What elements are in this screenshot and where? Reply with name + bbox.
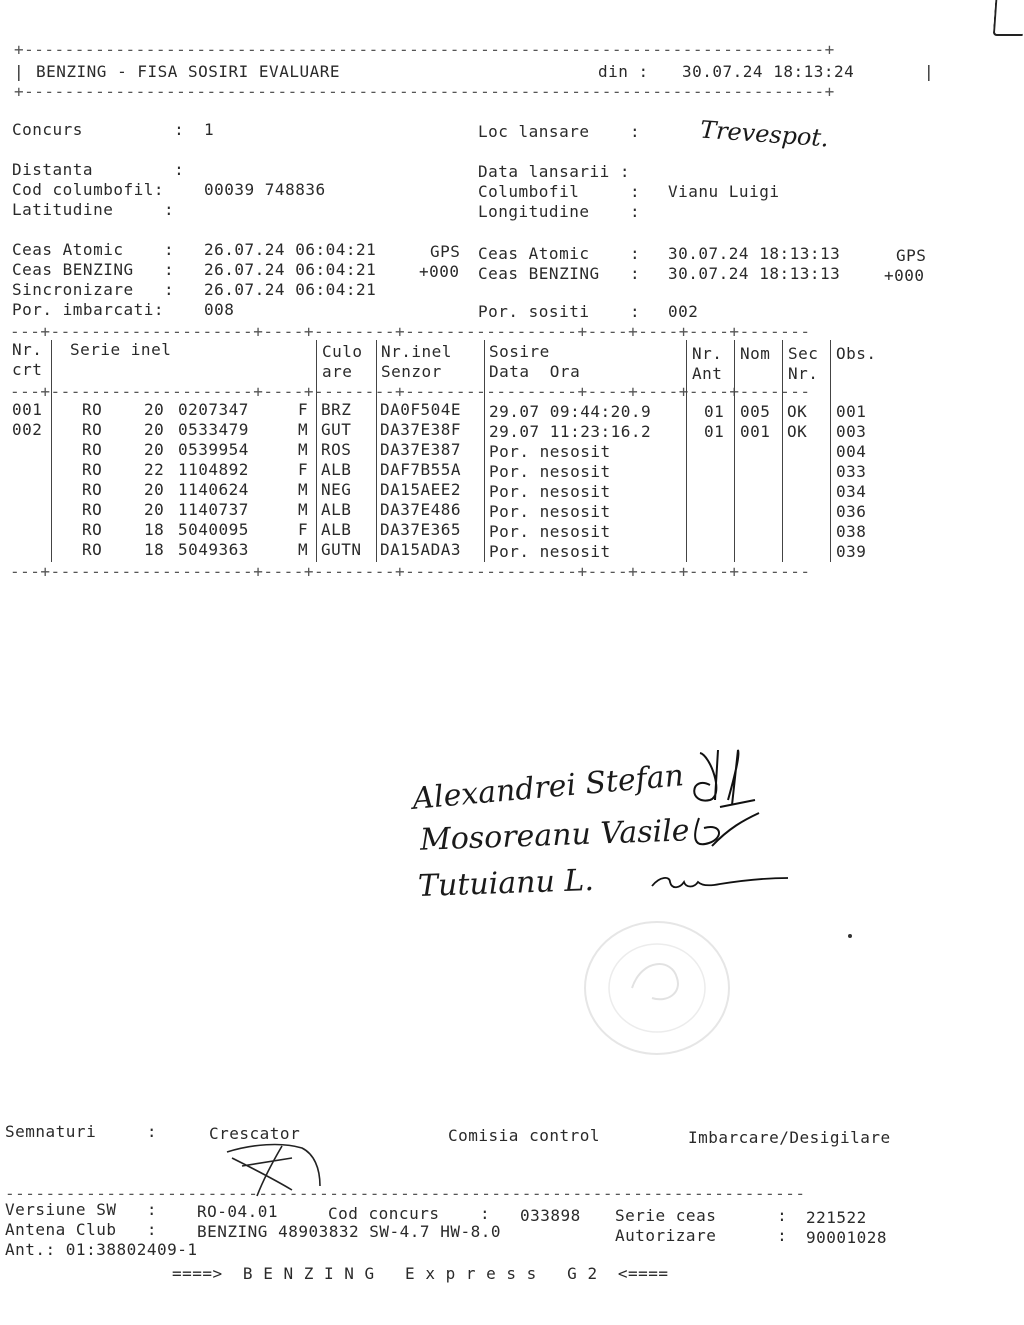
footer-separator: ------------------------------------------------------------------------------- bbox=[5, 1184, 806, 1203]
cell-an: 20 bbox=[144, 420, 165, 439]
antena-id: Ant.: 01:38802409-1 bbox=[5, 1240, 198, 1259]
header-nr: Nr. bbox=[12, 340, 43, 359]
cell-obs: 036 bbox=[836, 502, 867, 521]
porumbei-imbarcati-label: Por. imbarcati: bbox=[12, 300, 164, 319]
cell-obs: 004 bbox=[836, 442, 867, 461]
cell-culoare: GUT bbox=[321, 420, 352, 439]
semnatura-comisia-label: Comisia control bbox=[448, 1126, 600, 1145]
header-sec-2: Nr. bbox=[788, 364, 819, 383]
ceas-atomic-start-label: Ceas Atomic : bbox=[12, 240, 175, 259]
ceas-atomic-end-label: Ceas Atomic : bbox=[478, 244, 641, 263]
cell-obs: 003 bbox=[836, 422, 867, 441]
cod-concurs-value: 033898 bbox=[520, 1206, 581, 1225]
header-culoare-2: are bbox=[322, 362, 353, 381]
cell-culoare: ALB bbox=[321, 500, 352, 519]
cell-tara: RO bbox=[82, 480, 103, 499]
cell-culoare: GUTN bbox=[321, 540, 362, 559]
ceas-benzing-start-label: Ceas BENZING : bbox=[12, 260, 175, 279]
cell-sec: OK bbox=[787, 422, 808, 441]
cell-tara: RO bbox=[82, 520, 103, 539]
loc-lansare-handwritten: Trevespot. bbox=[699, 115, 830, 153]
header-obs: Obs. bbox=[836, 344, 877, 363]
col-rule-7 bbox=[782, 340, 783, 562]
header-border-top: +-------------------------------------------------------------------------------+ bbox=[14, 40, 835, 59]
autorizare-value: 90001028 bbox=[806, 1228, 888, 1247]
cell-an: 20 bbox=[144, 440, 165, 459]
cell-sex: M bbox=[298, 420, 309, 439]
header-nom: Nom bbox=[740, 344, 771, 363]
cell-sex: F bbox=[298, 460, 309, 479]
col-rule-4 bbox=[484, 340, 485, 562]
cell-tara: RO bbox=[82, 420, 103, 439]
cell-senzor: DA15AEE2 bbox=[380, 480, 462, 499]
cell-numar-inel: 0207347 bbox=[178, 400, 249, 419]
serie-ceas-value: 221522 bbox=[806, 1208, 867, 1227]
cell-antena: 01 bbox=[704, 422, 725, 441]
semnatura-imbarcare-label: Imbarcare/Desigilare bbox=[688, 1128, 891, 1147]
signature-scribble-2 bbox=[684, 808, 774, 858]
table-border-bottom: ---+--------------------+----+--------+-----------------+----+----+----+------- bbox=[10, 562, 811, 581]
cell-culoare: ROS bbox=[321, 440, 352, 459]
header-ant-2: Ant bbox=[692, 364, 723, 383]
cell-numar-inel: 0539954 bbox=[178, 440, 249, 459]
autorizare-label: Autorizare : bbox=[615, 1226, 788, 1245]
cell-culoare: NEG bbox=[321, 480, 352, 499]
cell-numar-inel: 1140737 bbox=[178, 500, 249, 519]
col-rule-1 bbox=[51, 340, 52, 562]
handwritten-name-1: Alexandrei Stefan bbox=[410, 758, 686, 817]
cell-nom: 005 bbox=[740, 402, 771, 421]
loc-lansare-label: Loc lansare : bbox=[478, 122, 641, 141]
header-data-ora: Data Ora bbox=[489, 362, 581, 381]
cell-sosire: Por. nesosit bbox=[489, 482, 611, 501]
ceas-atomic-start-suffix: GPS bbox=[430, 242, 461, 261]
cell-numar-inel: 1104892 bbox=[178, 460, 249, 479]
table-border-header: ---+--------------------+----+--------+-----------------+----+----+----+------- bbox=[10, 382, 811, 401]
cell-sex: F bbox=[298, 520, 309, 539]
concurs-label: Concurs : bbox=[12, 120, 185, 139]
col-rule-6 bbox=[734, 340, 735, 562]
ceas-benzing-end-suffix: +000 bbox=[884, 266, 925, 285]
cell-sosire: Por. nesosit bbox=[489, 442, 611, 461]
scan-corner bbox=[993, 0, 1024, 36]
ceas-benzing-end-label: Ceas BENZING : bbox=[478, 264, 641, 283]
cell-nr: 001 bbox=[12, 400, 43, 419]
semnatura-crescator-label: Crescator bbox=[209, 1124, 301, 1143]
distanta-label: Distanta : bbox=[12, 160, 185, 179]
ceas-atomic-start-value: 26.07.24 06:04:21 bbox=[204, 240, 377, 259]
header-crt: crt bbox=[12, 360, 43, 379]
cell-an: 18 bbox=[144, 520, 165, 539]
cell-obs: 034 bbox=[836, 482, 867, 501]
antena-club-value: BENZING 48903832 SW-4.7 HW-8.0 bbox=[197, 1222, 501, 1241]
din-label: din : bbox=[598, 62, 649, 81]
sincronizare-value: 26.07.24 06:04:21 bbox=[204, 280, 377, 299]
concurs-value: 1 bbox=[204, 120, 215, 139]
cell-nom: 001 bbox=[740, 422, 771, 441]
cell-senzor: DA37E387 bbox=[380, 440, 462, 459]
signature-scribble-3 bbox=[650, 868, 790, 898]
cell-numar-inel: 1140624 bbox=[178, 480, 249, 499]
cell-senzor: DA37E486 bbox=[380, 500, 462, 519]
header-inel-1: Nr.inel bbox=[381, 342, 452, 361]
cell-an: 22 bbox=[144, 460, 165, 479]
cell-senzor: DA0F504E bbox=[380, 400, 462, 419]
cell-obs: 039 bbox=[836, 542, 867, 561]
cell-obs: 033 bbox=[836, 462, 867, 481]
ceas-atomic-end-suffix: GPS bbox=[896, 246, 927, 265]
header-culoare-1: Culo bbox=[322, 342, 363, 361]
porumbei-sositi-label: Por. sositi : bbox=[478, 302, 641, 321]
cell-numar-inel: 5040095 bbox=[178, 520, 249, 539]
header-right-bar: | bbox=[924, 62, 935, 81]
cell-culoare: ALB bbox=[321, 520, 352, 539]
header-serie-inel: Serie inel bbox=[70, 340, 172, 359]
cell-sosire: 29.07 09:44:20.9 bbox=[489, 402, 652, 421]
cell-senzor: DAF7B55A bbox=[380, 460, 462, 479]
cell-sec: OK bbox=[787, 402, 808, 421]
col-rule-3 bbox=[376, 340, 377, 562]
cell-sosire: Por. nesosit bbox=[489, 522, 611, 541]
cell-senzor: DA37E38F bbox=[380, 420, 462, 439]
header-ant-1: Nr. bbox=[692, 344, 723, 363]
longitudine-label: Longitudine : bbox=[478, 202, 641, 221]
cell-tara: RO bbox=[82, 440, 103, 459]
cod-columbofil-label: Cod columbofil: bbox=[12, 180, 164, 199]
cod-concurs-label: Cod concurs : bbox=[328, 1204, 491, 1223]
header-left-bar: | bbox=[14, 62, 25, 81]
cell-numar-inel: 0533479 bbox=[178, 420, 249, 439]
porumbei-imbarcati-value: 008 bbox=[204, 300, 235, 319]
handwritten-name-3: Tutuianu L. bbox=[417, 862, 595, 905]
cell-nr: 002 bbox=[12, 420, 43, 439]
cell-tara: RO bbox=[82, 460, 103, 479]
versiune-sw-value: RO-04.01 bbox=[197, 1202, 279, 1221]
cell-numar-inel: 5049363 bbox=[178, 540, 249, 559]
cell-culoare: BRZ bbox=[321, 400, 352, 419]
cell-senzor: DA37E365 bbox=[380, 520, 462, 539]
latitudine-label: Latitudine : bbox=[12, 200, 175, 219]
sincronizare-label: Sincronizare : bbox=[12, 280, 175, 299]
cell-obs: 001 bbox=[836, 402, 867, 421]
cell-culoare: ALB bbox=[321, 460, 352, 479]
table-border-top: ---+--------------------+----+--------+-----------------+----+----+----+------- bbox=[10, 322, 811, 341]
report-title: BENZING - FISA SOSIRI EVALUARE bbox=[36, 62, 340, 81]
cell-sex: M bbox=[298, 540, 309, 559]
cell-tara: RO bbox=[82, 500, 103, 519]
cell-an: 20 bbox=[144, 400, 165, 419]
cell-sex: M bbox=[298, 440, 309, 459]
col-rule-8 bbox=[830, 340, 831, 562]
header-border-bottom: +-------------------------------------------------------------------------------+ bbox=[14, 82, 835, 101]
cell-tara: RO bbox=[82, 400, 103, 419]
data-lansarii-label: Data lansarii : bbox=[478, 162, 630, 181]
header-sec-1: Sec bbox=[788, 344, 819, 363]
serie-ceas-label: Serie ceas : bbox=[615, 1206, 788, 1225]
cell-sosire: Por. nesosit bbox=[489, 542, 611, 561]
porumbei-sositi-value: 002 bbox=[668, 302, 699, 321]
cell-sosire: Por. nesosit bbox=[489, 462, 611, 481]
col-rule-2 bbox=[316, 340, 317, 562]
ceas-benzing-end-value: 30.07.24 18:13:13 bbox=[668, 264, 841, 283]
report-datetime: 30.07.24 18:13:24 bbox=[682, 62, 855, 81]
cell-an: 18 bbox=[144, 540, 165, 559]
ceas-benzing-start-value: 26.07.24 06:04:21 bbox=[204, 260, 377, 279]
benzing-express-brand: ====> B E N Z I N G E x p r e s s G 2 <==== bbox=[172, 1264, 669, 1283]
columbofil-value: Vianu Luigi bbox=[668, 182, 780, 201]
columbofil-label: Columbofil : bbox=[478, 182, 641, 201]
cell-an: 20 bbox=[144, 500, 165, 519]
handwritten-name-2: Mosoreanu Vasile bbox=[419, 813, 691, 858]
cod-columbofil-value: 00039 748836 bbox=[204, 180, 326, 199]
header-inel-2: Senzor bbox=[381, 362, 442, 381]
cell-obs: 038 bbox=[836, 522, 867, 541]
cell-sosire: 29.07 11:23:16.2 bbox=[489, 422, 652, 441]
versiune-sw-label: Versiune SW : bbox=[5, 1200, 157, 1219]
cell-sex: F bbox=[298, 400, 309, 419]
cell-sex: M bbox=[298, 480, 309, 499]
cell-tara: RO bbox=[82, 540, 103, 559]
cell-an: 20 bbox=[144, 480, 165, 499]
faint-stamp bbox=[582, 918, 732, 1058]
signature-scribble-1 bbox=[680, 745, 760, 815]
header-sosire: Sosire bbox=[489, 342, 550, 361]
antena-club-label: Antena Club : bbox=[5, 1220, 157, 1239]
ceas-atomic-end-value: 30.07.24 18:13:13 bbox=[668, 244, 841, 263]
cell-sosire: Por. nesosit bbox=[489, 502, 611, 521]
semnaturi-label: Semnaturi : bbox=[5, 1122, 157, 1141]
cell-antena: 01 bbox=[704, 402, 725, 421]
ceas-benzing-start-suffix: +000 bbox=[419, 262, 460, 281]
col-rule-5 bbox=[686, 340, 687, 562]
cell-senzor: DA15ADA3 bbox=[380, 540, 462, 559]
cell-sex: M bbox=[298, 500, 309, 519]
